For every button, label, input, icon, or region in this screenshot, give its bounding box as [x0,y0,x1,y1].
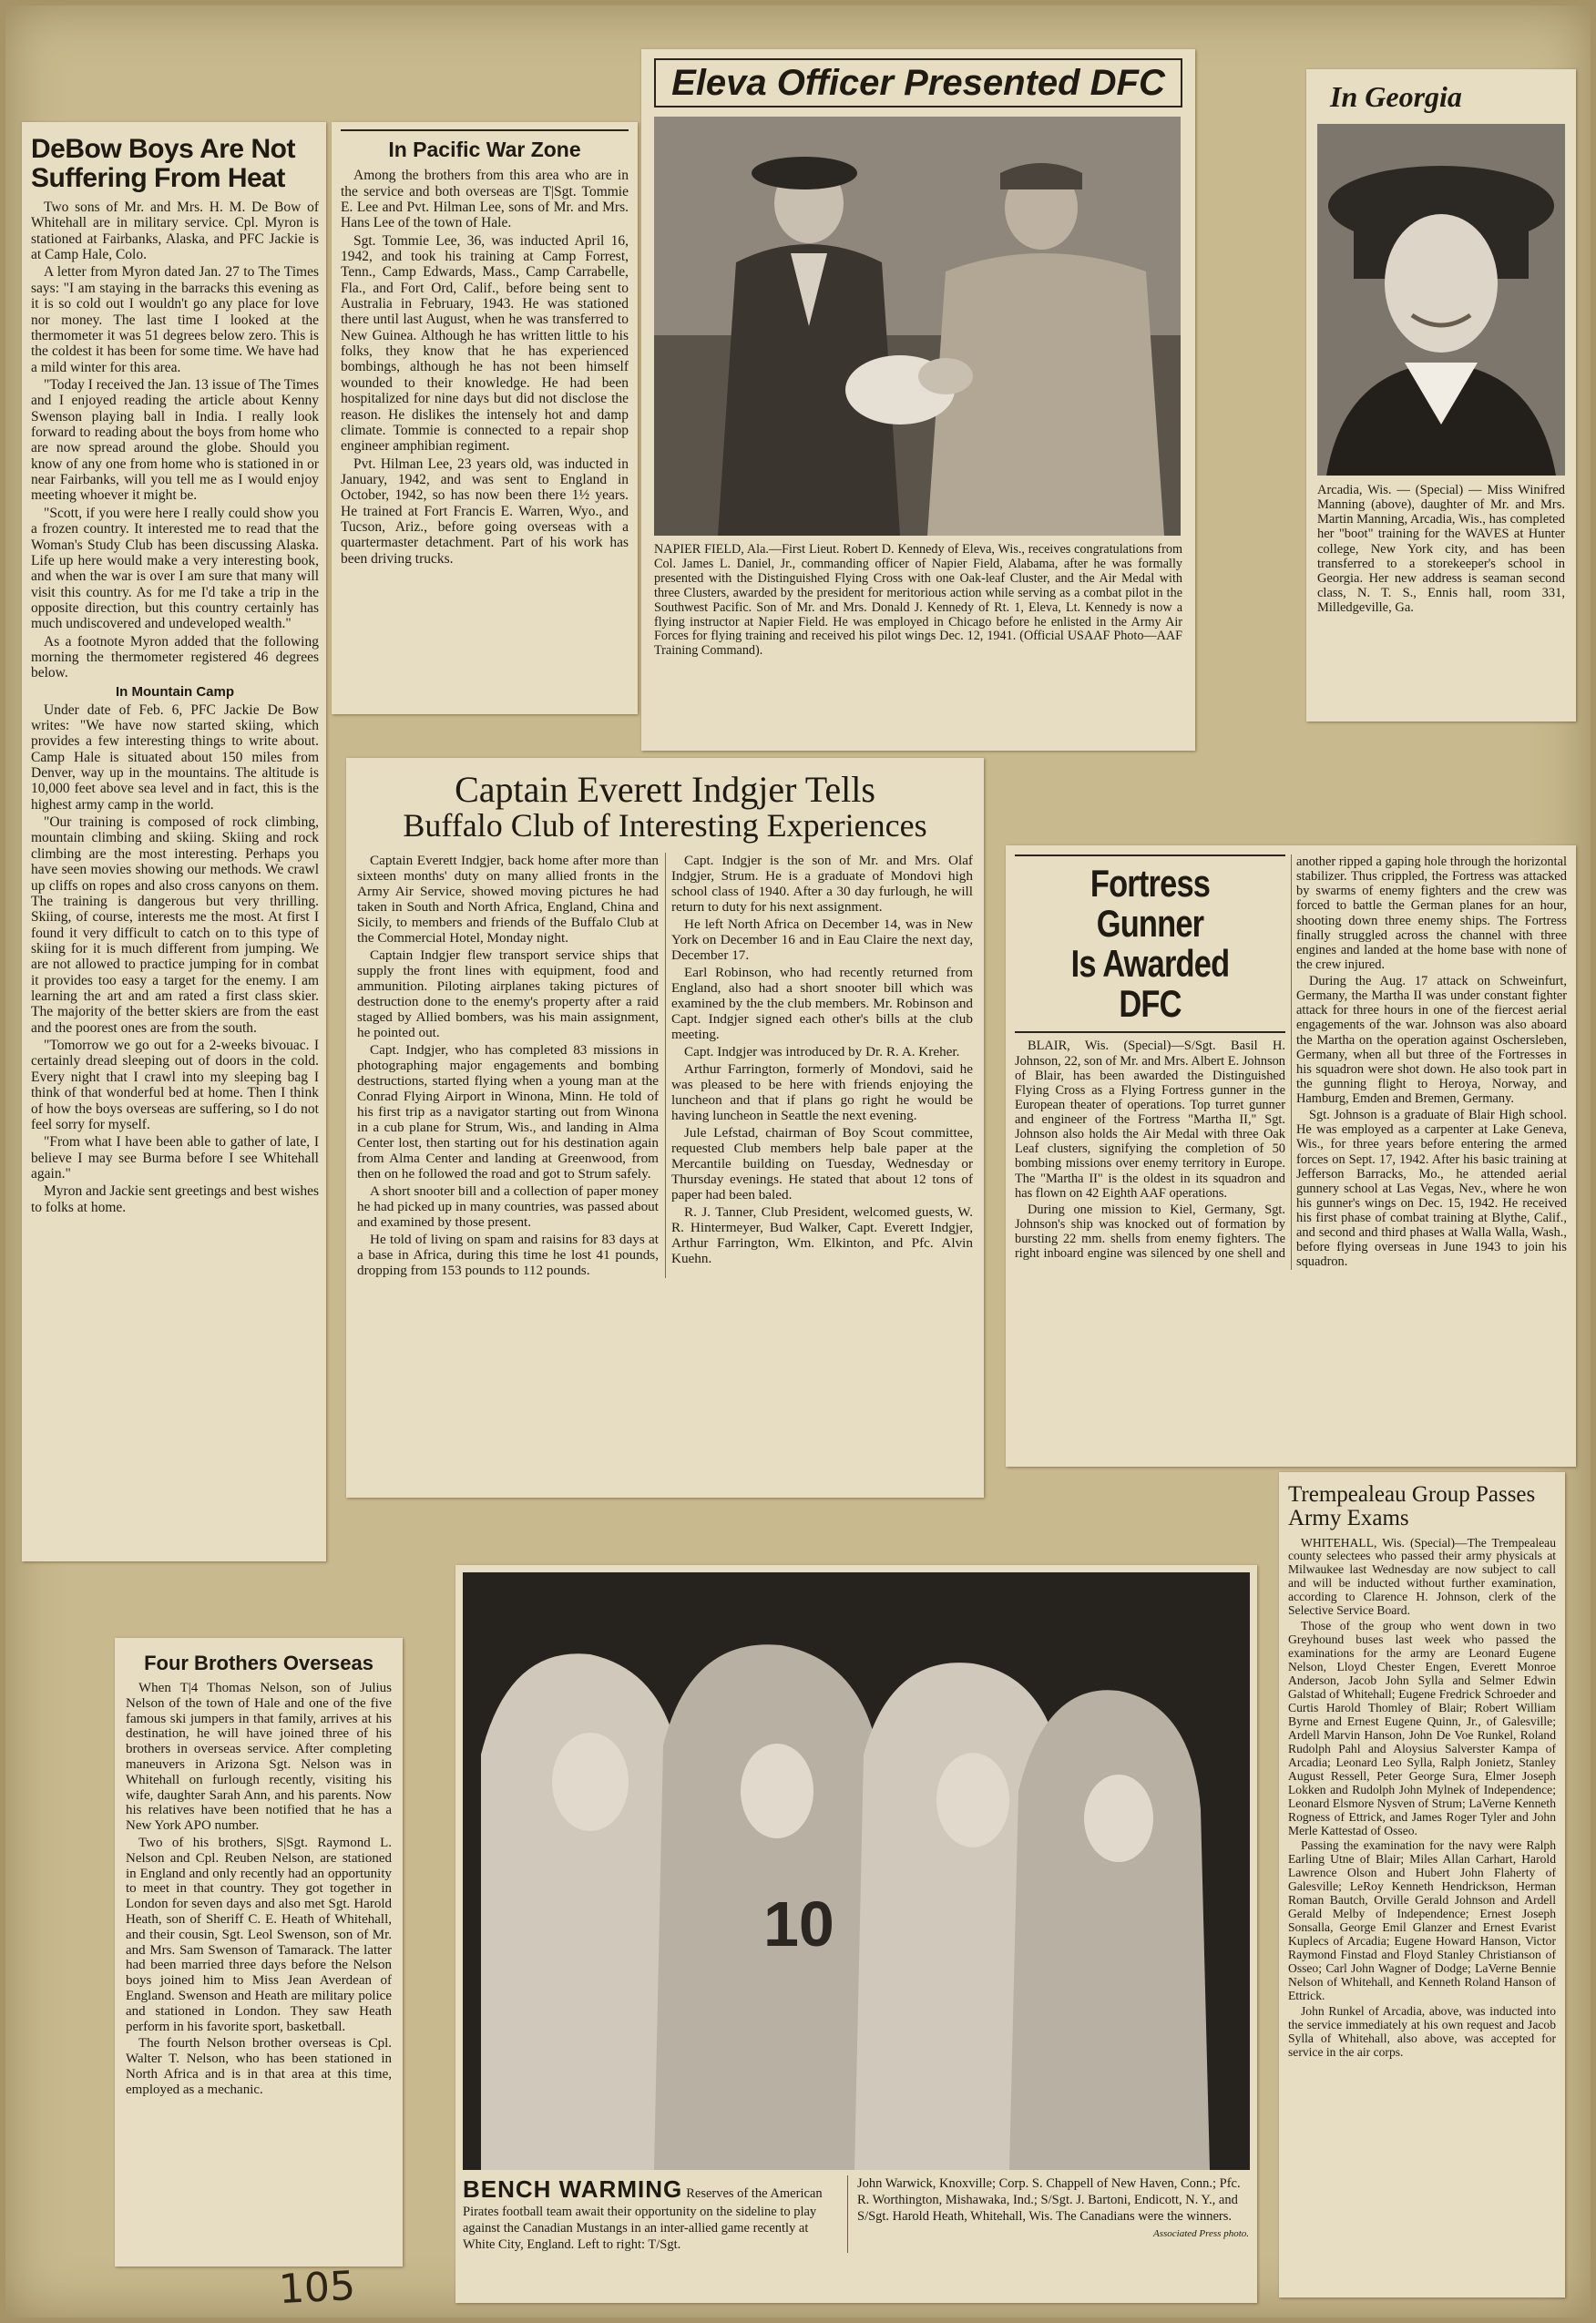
georgia-caption: Arcadia, Wis. — (Special) — Miss Winifred Manning (above), daughter of Mr. and Mrs. Martin Manning, Arcadia, Wis., has completed her "boot" training for the WAVES at Hunter college, New York city, and has been transferred to a storekeeper's school in Georgia. Her new address is seaman second class, N. T. S., Ennis hall, room 331, Milledgeville, Ga. [1317,482,1565,616]
scrapbook-page [5,5,1591,2318]
bench-caption-right: John Warwick, Knoxville; Corp. S. Chappell of New Haven, Conn.; Pfc. R. Worthington, Mishawaka, Ind.; S/Sgt. J. Bartoni, Endicott, N. Y., and S/Sgt. Harold Heath, Whitehall, Wis. The Canadians were the winners. [857,2176,1241,2224]
eleva-caption: NAPIER FIELD, Ala.—First Lieut. Robert D. Kennedy of Eleva, Wis., receives congratulations from Col. James L. Daniel, Jr., commanding officer of Napier Field, Alabama, after he was formally presented with the Distinguished Flying Cross with one Oak-leaf Cluster, and the Air Medal with three Clusters, awarded by the president for meritorious action while serving as a combat pilot in the Southwest Pacific. Son of Mr. and Mrs. Donald J. Kennedy of Rt. 1, Eleva, Lt. Kennedy is now a flying instructor at Napier Field. He was employed in Chicago before he enlisted in the Army Air Forces for flying training and received his pilot wings Dec. 12, 1941. (Official USAAF Photo—AAF Training Command). [654,542,1182,659]
eleva-photo-image [654,117,1181,536]
indgjer-paragraph: Arthur Farrington, formerly of Mondovi, said he was pleased to be here with friends enjoying the luncheon and that if plans go right he would be having luncheon in Seattle the next evening. [671,1061,973,1124]
indgjer-paragraph: Capt. Indgjer, who has completed 83 missions in photographing major engagements and bombing destructions, started flying when a young man at the Conrad Flying Airport in Winona, Minn. He told of his first trip as a navigator starting out from Winona in a cub plane for Strum, Wis., and landing in Alma Center lost, then starting out for his destination again from Alma Center and landing at Greenwood, from then on he followed the road and got to Strum safely. [357,1041,659,1182]
indgjer-paragraph: R. J. Tanner, Club President, welcomed guests, W. R. Hintermeyer, Bud Walker, Capt. Everett Indgjer, Arthur Farrington, Wm. Elkinton, and Pfc. Alvin Kuehn. [671,1204,973,1267]
debow-paragraph: A letter from Myron dated Jan. 27 to The Times says: "I am staying in the barracks this evening as it is so cold out I wouldn't go any place for love nor money. The last time I looked at the thermometer it was 51 degrees below zero. This is the coldest it has been for some time. We have had a mild winter for this area. [31,264,319,375]
pacific-headline: In Pacific War Zone [388,138,581,161]
bench-jersey-number: 10 [763,1888,834,1960]
georgia-clipping [1306,69,1576,721]
bench-credit: Associated Press photo. [1153,2228,1249,2239]
pacific-top-rule [341,129,629,131]
indgjer-clipping [346,758,984,1498]
debow-headline: DeBow Boys Are Not Suffering From Heat [31,134,295,193]
eleva-clipping [641,49,1195,751]
indgjer-headline-2: Buffalo Club of Interesting Experiences [403,807,927,844]
fortress-headline-box [1015,854,1285,1033]
debow-paragraph: Two sons of Mr. and Mrs. H. M. De Bow of Whitehall are in military service. Cpl. Myron is stationed at Fairbanks, Alaska, and PFC Jackie is at Camp Hale, Colo. [31,200,319,263]
trempealeau-paragraph: Passing the examination for the navy were Ralph Earling Utne of Blair; Miles Allan Carhart, Harold Lawrence Olson and Hubert John Flaherty of Galesville; LeRoy Kenneth Hendrickson, Herman Roman Bautch, Orville Gerald Johnson and Ardell Gerald Melby of Independence; Ernest Joseph Sonsalla, George Emil Glanzer and Ernest Evarist Kuplecs of Arcadia; Eugene Howard Hanson, Victor Raymond Finstad and Floyd Stanley Christianson of Osseo; Carl John Wagner of Dodge; LaVerne Bennie Nelson of Whitehall, and Kenneth Roland Hanson of Ettrick. [1288,1838,1556,2002]
fortress-body-columns [1015,854,1567,1270]
brothers-clipping [115,1638,403,2267]
pacific-paragraph: Pvt. Hilman Lee, 23 years old, was inducted in January, 1942, and was sent to England in October, 1942, so has now been there 1½ years. He trained at Fort Francis E. Warren, Wyo., and Tucson, Ariz., before going overseas with a quartermaster detachment. Part of his work has been driving trucks. [341,455,629,567]
brothers-paragraph: Two of his brothers, S|Sgt. Raymond L. Nelson and Cpl. Reuben Nelson, are stationed in England and only recently had an opportunity to meet in that country. They got together in London for seven days and also met Sgt. Harold Heath, son of Sheriff C. E. Heath of Whitehall, and their cousin, Sgt. Leol Swenson, son of Mr. and Mrs. Sam Swenson of Tamarack. The latter had been married three days before the Nelson boys joined him to Miss Jean Averdean of England. Swenson and Heath are military police and stationed in London. They saw Heath perform in his favorite sport, basketball. [126,1836,392,2034]
brothers-paragraph: The fourth Nelson brother overseas is Cpl. Walter T. Nelson, who has been stationed in North Africa and is in that area at this time, employed as a mechanic. [126,2036,392,2097]
indgjer-paragraph: Capt. Indgjer was introduced by Dr. R. A. Kreher. [684,1043,960,1059]
trempealeau-paragraph: John Runkel of Arcadia, above, was inducted into the service immediately at his own request and Jacob Sylla of Whitehall, also above, was accepted for service in the air corps. [1288,2003,1556,2059]
debow-body [31,200,319,1215]
brothers-body [126,1681,392,2098]
debow-paragraph: As a footnote Myron added that the following morning the thermometer registered 46 degrees below. [31,633,319,681]
pacific-body [341,168,629,567]
bench-clipping [455,1565,1257,2303]
georgia-photo [1317,124,1565,476]
brothers-headline: Four Brothers Overseas [144,1652,373,1674]
bench-caption-right-col [847,2175,1249,2253]
indgjer-paragraph: He left North Africa on December 14, was in New York on December 16 and in Eau Claire the next day, December 17. [671,916,973,963]
debow-paragraph: "Scott, if you were here I really could show you a frozen country. It interested me to read that the Woman's Study Club has been discussing Alaska. Life up here would make a very interesting book, and when the war is over I am sure that many will visit this country. As for me I'd take a trip in the opposite direction, but this country certainly has much undiscovered and undeveloped wealth." [31,505,319,632]
indgjer-paragraph: Captain Indgjer flew transport service ships that supply the front lines with equipment, food and ammunition. Piloting airplanes taking pictures of destruction done to the enemy's property after a raid staged by Allied bombers, was his main assignment, he pointed out. [357,947,659,1040]
debow-subhead: In Mountain Camp [116,683,234,700]
bench-caption-left-col [463,2175,836,2253]
bench-photo [463,1572,1250,2170]
bench-photo-image [463,1572,1250,2170]
fortress-paragraph: BLAIR, Wis. (Special)—S/Sgt. Basil H. Johnson, 22, son of Mr. and Mrs. Albert E. Johnson of Blair, has been awarded the Distinguished Flying Cross as a Flying Fortress gunner in the European theater of operations. Top turret gunner and engineer of the Fortress "Martha II," Sgt. Johnson also holds the Air Medal with three Oak Leaf clusters, signifying the completion of 50 bombing missions over enemy territory in Europe. The "Martha II" is the oldest in its squadron and has flown on 42 Eighth AAF operations. [1015,1039,1285,1201]
debow-clipping [22,122,326,1561]
indgjer-body [357,853,973,1278]
georgia-photo-image [1317,124,1565,476]
trempealeau-headline: Trempealeau Group Passes Army Exams [1288,1482,1536,1531]
eleva-headline-box [654,58,1182,107]
pacific-paragraph: Sgt. Tommie Lee, 36, was inducted April 16, 1942, and took his training at Camp Forrest, Tenn., Camp Edwards, Mass., Camp Carrabelle, Fla., and Fort Ord, Calif., before being sent to Australia in February, 1943. He was stationed there until last August, when he was transferred to New Guinea. Although he has written little to his folks, they know that he has experienced bombings, although he has not been himself wounded to their knowledge. He had been hospitalized for nine days but did not disclose the reason. He dislikes the intensely hot and damp climate. Tommie is connected to a repair shop engineer amphibian regiment. [341,232,629,455]
debow-paragraph: "Tomorrow we go out for a 2-weeks bivouac. I certainly dread sleeping out of doors in the cold. Every night that I crawl into my sleeping bag I think of that wonderful bed at home. Then I think of how the boys overseas are suffering, so I do not feel sorry for myself. [31,1038,319,1132]
fortress-paragraph: Sgt. Johnson is a graduate of Blair High school. He was employed as a carpenter at Lake Geneva, Wis., for three years before entering the armed forces on Sept. 17, 1942. After his basic training at Jefferson Barracks, Mo., he attended aerial gunnery school at Las Vegas, Nev., where he won his gunner's wings on Dec. 15, 1942. He received his first phase of combat training at Blythe, Calif., and second and third phases at Walla Walla, Wash., before flying overseas in June 1943 to join his squadron. [1296,1108,1567,1270]
indgjer-paragraph: He told of living on spam and raisins for 83 days at a base in Africa, during this time he lost 41 pounds, dropping from 153 pounds to 112 pounds. [357,1232,659,1279]
fortress-headline-2: Is Awarded DFC [1070,942,1230,1026]
bench-caption-area [463,2175,1250,2253]
debow-paragraph: Myron and Jackie sent greetings and best wishes to folks at home. [31,1183,319,1215]
trempealeau-paragraph: WHITEHALL, Wis. (Special)—The Trempealeau county selectees who passed their army physicals at Milwaukee last Wednesday are now subject to call and will be inducted without further examination, according to Clarence H. Johnson, clerk of the Selective Service Board. [1288,1535,1556,1618]
pacific-clipping [332,122,638,714]
indgjer-headline-1: Captain Everett Indgjer Tells [455,769,875,810]
indgjer-paragraph: Capt. Indgjer is the son of Mr. and Mrs. Olaf Indgjer, Strum. He is a graduate of Mondovi high school class of 1940. After a 30 day furlough, he will return to duty for his next assignment. [671,852,973,915]
trempealeau-body [1288,1537,1556,2060]
page-number: 105 [277,2262,357,2314]
fortress-clipping [1006,845,1576,1467]
georgia-headline: In Georgia [1330,80,1462,113]
indgjer-paragraph: Jule Lefstad, chairman of Boy Scout committee, requested Club members help bale paper at the Mercantile building on Tuesday, Wednesday or Thursday evenings. He stated that about 12 tons of paper had been baled. [671,1125,973,1203]
fortress-paragraph: During one mission to Kiel, Germany, Sgt. Johnson's ship was knocked out of formation by bursting 22 mm. shells from enemy fighters. The right inboard engine was silenced by one shell and another ripped a gaping hole through the horizontal stabilizer. Thus crippled, the Fortress was attacked by swarms of enemy fighters and the crew was forced to battle the German planes for an hour, shooting down three enemy ships. The Fortress finally struggled across the channel with three engines and landed at the home base with none of the crew injured. [1015,854,1567,1262]
indgjer-paragraph: Earl Robinson, who had recently returned from England, also had a short snooter bill which was examined by the the club members. Mr. Robinson and Capt. Indgjer signed each other's bills at the club meeting. [671,964,973,1042]
debow-paragraph: "Our training is composed of rock climbing, mountain climbing and skiing. Skiing and rock climbing are the most interesting. Perhaps you have seen movies showing our methods. We crawl up cliffs on ropes and also cross canyons on them. The training is dangerous but very thrilling. Skiing, of course, interests me the most. At first I found it very difficult to catch on to this type of skiing for it is much different from jumping. We are not allowed to practice jumping for in combat it provides too easy a target for the enemy. I am learning the art and am rated a first class skier. The majority of the better skiers are from the east and the poorest ones are from the south. [31,814,319,1036]
debow-paragraph: Under date of Feb. 6, PFC Jackie De Bow writes: "We have now started skiing, which provides a few interesting things to write about. Camp Hale is situated about 150 miles from Denver, way up in the mountains. The altitude is 10,000 feet above sea level and in fact, this is the highest army camp in the world. [31,701,319,813]
eleva-headline: Eleva Officer Presented DFC [671,63,1165,103]
eleva-photo [654,117,1181,536]
bench-caption-left: Reserves of the American Pirates football team await their opportunity on the sideline to play against the Canadian Mustangs in an inter-allied game recently at White City, England. Left to right: T/Sgt. [463,2186,823,2252]
indgjer-paragraph: A short snooter bill and a collection of paper money he had picked up in many countries, was passed about and examined by those present. [357,1183,659,1231]
debow-paragraph: "Today I received the Jan. 13 issue of The Times and I enjoyed reading the article about Kenny Swenson playing ball in India. I really look forward to reading about the boys from home who are now spread around the globe. Should you know of any one from home who is stationed in or near Fairbanks, will you tell me as I would enjoy meeting whoever it might be. [31,376,319,504]
debow-paragraph: "From what I have been able to gather of late, I believe I may see Burma before I see Whitehall again." [31,1134,319,1182]
fortress-paragraph: During the Aug. 17 attack on Schweinfurt, Germany, the Martha II was under constant fighter attack for three hours in one of the fiercest aerial engagements of the war. Johnson was also aboard the Martha on the operation against Oschersleben, Germany, when all but three of the Fortresses in his squadron were shot down. He also took part in the gunning flight to Heroya, Norway, and Hamburg, Emden and Bremen, Germany. [1296,974,1567,1106]
brothers-paragraph: When T|4 Thomas Nelson, son of Julius Nelson of the town of Hale and one of the five famous ski jumpers in that family, arrives at his destination, he will have joined three of his brothers in overseas service. After completing maneuvers in Arizona Sgt. Nelson was in Whitehall on furlough recently, visiting his wife, daughter Sarah Ann, and his parents. Now his relatives have been notified that he has a New York APO number. [126,1681,392,1834]
bench-title: BENCH WARMING [463,2175,683,2203]
trempealeau-paragraph: Those of the group who went down in two Greyhound buses last week who passed the examinations for the army are Leonard Eugene Nelson, Lloyd Chester Engen, Everett Monroe Anderson, Jacob John Sylla and Selmer Edwin Galstad of Whitehall; Eugene Fredrick Schroeder and Curtis Harold Thomley of Blair; Robert William Byrne and Ernest Eugene Quinn, Jr., of Galesville; Ardell Marvin Hanson, John De Voe Runkel, Roland Rudolph Pahl and Aloysius Salverster Kampa of Arcadia; Leonard Leo Sylla, Ralph Jonietz, Stanley August Ressell, Peter George Sura, Elmer Joseph Lokken and Rudolph John Mylnek of Independence; Leonard Elsmore Nysven of Strum; LaVerne Kenneth Rogness of Ettrick, and James Roger Tyler and John Merle Kattestad of Osseo. [1288,1619,1556,1837]
trempealeau-clipping [1279,1472,1565,2297]
pacific-paragraph: Among the brothers from this area who are in the service and both overseas are T|Sgt. Tommie E. Lee and Pvt. Hilman Lee, sons of Mr. and Mrs. Hans Lee of the town of Hale. [341,168,629,231]
fortress-headline-1: Fortress Gunner [1090,862,1211,946]
indgjer-paragraph: Captain Everett Indgjer, back home after more than sixteen months' duty on many allied fronts in the Army Air Service, showed moving pictures he had taken in South and North Africa, England, China and Sicily, to members and friends of the Buffalo Club at the Commercial Hotel, Monday night. [357,852,659,946]
